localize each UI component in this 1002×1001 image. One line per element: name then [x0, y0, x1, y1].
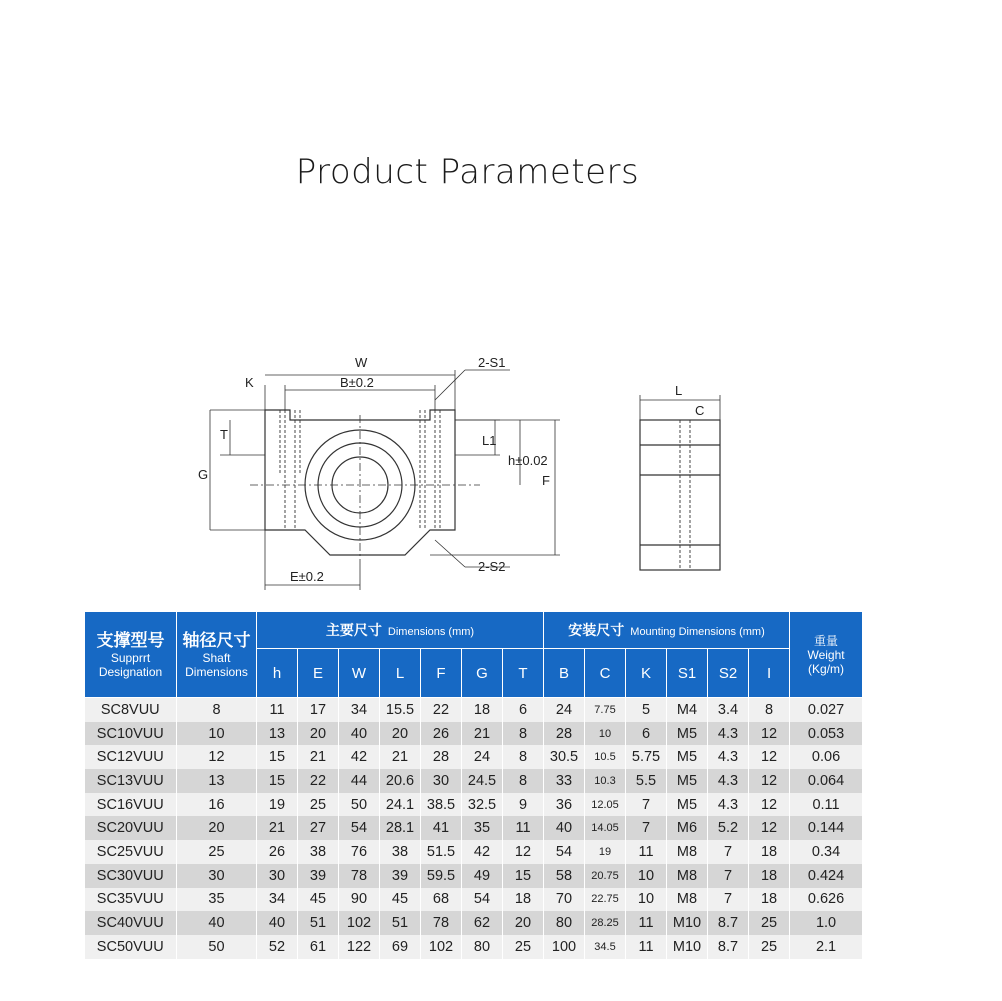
table-cell: 15: [257, 745, 298, 769]
table-cell: 15: [257, 769, 298, 793]
table-cell: 5.2: [708, 816, 749, 840]
col-header: K: [626, 649, 667, 698]
table-cell: 18: [503, 888, 544, 912]
table-cell: 11: [626, 911, 667, 935]
table-cell: 51: [380, 911, 421, 935]
table-row: [85, 864, 863, 888]
table-cell: 6: [626, 722, 667, 746]
table-cell: 21: [462, 722, 503, 746]
table-cell: 20: [503, 911, 544, 935]
label-w: W: [355, 355, 368, 370]
table-cell: 19: [257, 793, 298, 817]
table-cell: 35: [177, 888, 257, 912]
table-cell: 61: [298, 935, 339, 959]
table-row: [85, 816, 863, 840]
col-header: F: [421, 649, 462, 698]
table-row: [85, 722, 863, 746]
label-k: K: [245, 375, 254, 390]
table-row: [85, 698, 863, 722]
table-cell: 0.626: [790, 888, 863, 912]
table-cell: 36: [544, 793, 585, 817]
table-cell: 35: [462, 816, 503, 840]
label-c: C: [695, 403, 705, 418]
table-cell: SC20VUU: [85, 816, 177, 840]
table-row: [85, 793, 863, 817]
table-cell: 25: [298, 793, 339, 817]
table-cell: 30: [421, 769, 462, 793]
table-cell: 0.34: [790, 840, 863, 864]
table-cell: 69: [380, 935, 421, 959]
col-shaft: 轴径尺寸 Shaft Dimensions: [177, 612, 257, 698]
table-cell: 27: [298, 816, 339, 840]
table-cell: 8.7: [708, 935, 749, 959]
table-cell: 10: [585, 722, 626, 746]
table-cell: 38: [298, 840, 339, 864]
table-cell: 12: [749, 745, 790, 769]
table-cell: 8: [503, 745, 544, 769]
table-cell: M10: [667, 935, 708, 959]
table-cell: 70: [544, 888, 585, 912]
table-cell: 30: [257, 864, 298, 888]
table-cell: SC16VUU: [85, 793, 177, 817]
table-cell: 51.5: [421, 840, 462, 864]
table-cell: 24.5: [462, 769, 503, 793]
table-cell: 15.5: [380, 698, 421, 722]
table-cell: 14.05: [585, 816, 626, 840]
table-cell: 11: [503, 816, 544, 840]
table-cell: 78: [421, 911, 462, 935]
table-cell: 1.0: [790, 911, 863, 935]
table-cell: 18: [749, 888, 790, 912]
label-g: G: [198, 467, 209, 482]
table-cell: SC50VUU: [85, 935, 177, 959]
table-cell: 40: [177, 911, 257, 935]
table-cell: 11: [626, 935, 667, 959]
table-cell: 30.5: [544, 745, 585, 769]
table-row: [85, 935, 863, 959]
table-cell: 11: [626, 840, 667, 864]
table-cell: 20.6: [380, 769, 421, 793]
table-cell: 20.75: [585, 864, 626, 888]
table-cell: 2.1: [790, 935, 863, 959]
col-header: h: [257, 649, 298, 698]
table-cell: 40: [257, 911, 298, 935]
table-cell: 49: [462, 864, 503, 888]
table-cell: 12: [177, 745, 257, 769]
table-cell: 12.05: [585, 793, 626, 817]
table-cell: 21: [380, 745, 421, 769]
table-cell: 0.053: [790, 722, 863, 746]
table-cell: 4.3: [708, 745, 749, 769]
table-cell: 21: [257, 816, 298, 840]
table-cell: 22.75: [585, 888, 626, 912]
table-cell: 40: [544, 816, 585, 840]
table-cell: 54: [544, 840, 585, 864]
table-row: [85, 745, 863, 769]
table-cell: 18: [462, 698, 503, 722]
table-cell: 5.5: [626, 769, 667, 793]
table-cell: 3.4: [708, 698, 749, 722]
table-cell: 17: [298, 698, 339, 722]
table-cell: 5.75: [626, 745, 667, 769]
table-cell: 26: [421, 722, 462, 746]
table-cell: 33: [544, 769, 585, 793]
table-cell: 76: [339, 840, 380, 864]
table-row: [85, 840, 863, 864]
table-cell: 25: [749, 911, 790, 935]
table-cell: 40: [339, 722, 380, 746]
table-cell: 7: [708, 888, 749, 912]
table-cell: 34.5: [585, 935, 626, 959]
spec-table: [84, 611, 863, 959]
table-cell: 39: [380, 864, 421, 888]
table-cell: 78: [339, 864, 380, 888]
table-cell: 38: [380, 840, 421, 864]
table-cell: M8: [667, 864, 708, 888]
label-b: B±0.2: [340, 375, 374, 390]
table-cell: 0.064: [790, 769, 863, 793]
table-cell: 4.3: [708, 722, 749, 746]
table-cell: 102: [421, 935, 462, 959]
table-cell: M6: [667, 816, 708, 840]
label-h: h±0.02: [508, 453, 548, 468]
table-cell: 18: [749, 864, 790, 888]
col-header: S1: [667, 649, 708, 698]
table-cell: 10.5: [585, 745, 626, 769]
table-cell: 10: [626, 864, 667, 888]
table-cell: 10: [626, 888, 667, 912]
table-cell: 20: [177, 816, 257, 840]
table-cell: 34: [339, 698, 380, 722]
table-cell: 44: [339, 769, 380, 793]
table-cell: 42: [462, 840, 503, 864]
table-cell: 21: [298, 745, 339, 769]
label-e: E±0.2: [290, 569, 324, 584]
label-s1: 2-S1: [478, 355, 506, 370]
table-cell: 24.1: [380, 793, 421, 817]
table-cell: 24: [462, 745, 503, 769]
table-cell: 0.424: [790, 864, 863, 888]
table-cell: 28: [421, 745, 462, 769]
table-cell: 34: [257, 888, 298, 912]
col-header: B: [544, 649, 585, 698]
table-cell: 13: [177, 769, 257, 793]
group-dimensions: 主要尺寸 Dimensions (mm): [257, 612, 544, 649]
table-cell: M5: [667, 769, 708, 793]
table-cell: 8.7: [708, 911, 749, 935]
table-cell: 8: [503, 769, 544, 793]
table-cell: 59.5: [421, 864, 462, 888]
table-cell: M8: [667, 888, 708, 912]
table-cell: 12: [749, 769, 790, 793]
group-mounting: 安装尺寸 Mounting Dimensions (mm): [544, 612, 790, 649]
table-cell: 5: [626, 698, 667, 722]
table-row: [85, 888, 863, 912]
table-cell: SC13VUU: [85, 769, 177, 793]
table-cell: 54: [462, 888, 503, 912]
col-designation: 支撑型号 Supprrt Designation: [85, 612, 177, 698]
table-cell: 7: [708, 840, 749, 864]
table-cell: M10: [667, 911, 708, 935]
table-cell: SC8VUU: [85, 698, 177, 722]
col-header: T: [503, 649, 544, 698]
table-cell: 18: [749, 840, 790, 864]
table-cell: 7: [626, 816, 667, 840]
table-cell: 62: [462, 911, 503, 935]
table-cell: 20: [380, 722, 421, 746]
table-cell: 4.3: [708, 769, 749, 793]
table-cell: M4: [667, 698, 708, 722]
label-l1: L1: [482, 433, 497, 448]
table-cell: 8: [503, 722, 544, 746]
col-header: G: [462, 649, 503, 698]
table-cell: 22: [421, 698, 462, 722]
table-cell: SC35VUU: [85, 888, 177, 912]
table-cell: 0.027: [790, 698, 863, 722]
table-cell: 45: [298, 888, 339, 912]
technical-drawing: [190, 345, 750, 595]
table-cell: 7: [626, 793, 667, 817]
table-cell: 42: [339, 745, 380, 769]
table-cell: 0.11: [790, 793, 863, 817]
table-cell: 25: [749, 935, 790, 959]
table-row: [85, 769, 863, 793]
table-cell: 4.3: [708, 793, 749, 817]
table-cell: 9: [503, 793, 544, 817]
table-cell: 16: [177, 793, 257, 817]
table-cell: SC30VUU: [85, 864, 177, 888]
col-header: I: [749, 649, 790, 698]
table-cell: 100: [544, 935, 585, 959]
table-cell: 12: [749, 722, 790, 746]
table-cell: 80: [544, 911, 585, 935]
table-cell: 0.06: [790, 745, 863, 769]
table-cell: M8: [667, 840, 708, 864]
label-l: L: [675, 383, 683, 398]
table-cell: 45: [380, 888, 421, 912]
table-row: [85, 911, 863, 935]
table-cell: M5: [667, 793, 708, 817]
col-header: E: [298, 649, 339, 698]
col-header: C: [585, 649, 626, 698]
label-f: F: [542, 473, 550, 488]
table-cell: SC12VUU: [85, 745, 177, 769]
table-cell: 25: [177, 840, 257, 864]
table-cell: SC25VUU: [85, 840, 177, 864]
table-cell: 13: [257, 722, 298, 746]
table-cell: 30: [177, 864, 257, 888]
table-cell: 80: [462, 935, 503, 959]
table-cell: 26: [257, 840, 298, 864]
table-cell: 90: [339, 888, 380, 912]
table-cell: 32.5: [462, 793, 503, 817]
table-cell: 25: [503, 935, 544, 959]
table-cell: 38.5: [421, 793, 462, 817]
table-cell: M5: [667, 745, 708, 769]
label-t: T: [220, 427, 228, 442]
table-cell: 54: [339, 816, 380, 840]
table-cell: 12: [503, 840, 544, 864]
table-cell: 24: [544, 698, 585, 722]
table-cell: 41: [421, 816, 462, 840]
table-cell: SC10VUU: [85, 722, 177, 746]
table-cell: 102: [339, 911, 380, 935]
table-cell: 11: [257, 698, 298, 722]
table-cell: 50: [177, 935, 257, 959]
table-cell: 8: [177, 698, 257, 722]
table-cell: 10.3: [585, 769, 626, 793]
table-cell: 7: [708, 864, 749, 888]
page-title: Product Parameters: [295, 152, 640, 192]
col-header: S2: [708, 649, 749, 698]
table-cell: 12: [749, 816, 790, 840]
table-cell: 122: [339, 935, 380, 959]
table-cell: 28.25: [585, 911, 626, 935]
table-cell: 12: [749, 793, 790, 817]
table-cell: 68: [421, 888, 462, 912]
col-weight: 重量 Weight (Kg/m): [790, 612, 863, 698]
table-cell: 51: [298, 911, 339, 935]
table-cell: 39: [298, 864, 339, 888]
col-header: L: [380, 649, 421, 698]
table-cell: 50: [339, 793, 380, 817]
table-cell: 7.75: [585, 698, 626, 722]
table-cell: 28.1: [380, 816, 421, 840]
table-cell: 52: [257, 935, 298, 959]
col-header: W: [339, 649, 380, 698]
table-cell: 19: [585, 840, 626, 864]
table-cell: 15: [503, 864, 544, 888]
label-s2: 2-S2: [478, 559, 506, 574]
table-cell: 22: [298, 769, 339, 793]
table-cell: 58: [544, 864, 585, 888]
table-cell: 28: [544, 722, 585, 746]
table-cell: 0.144: [790, 816, 863, 840]
table-cell: 20: [298, 722, 339, 746]
table-cell: 6: [503, 698, 544, 722]
table-cell: 8: [749, 698, 790, 722]
table-cell: 10: [177, 722, 257, 746]
table-cell: M5: [667, 722, 708, 746]
table-cell: SC40VUU: [85, 911, 177, 935]
